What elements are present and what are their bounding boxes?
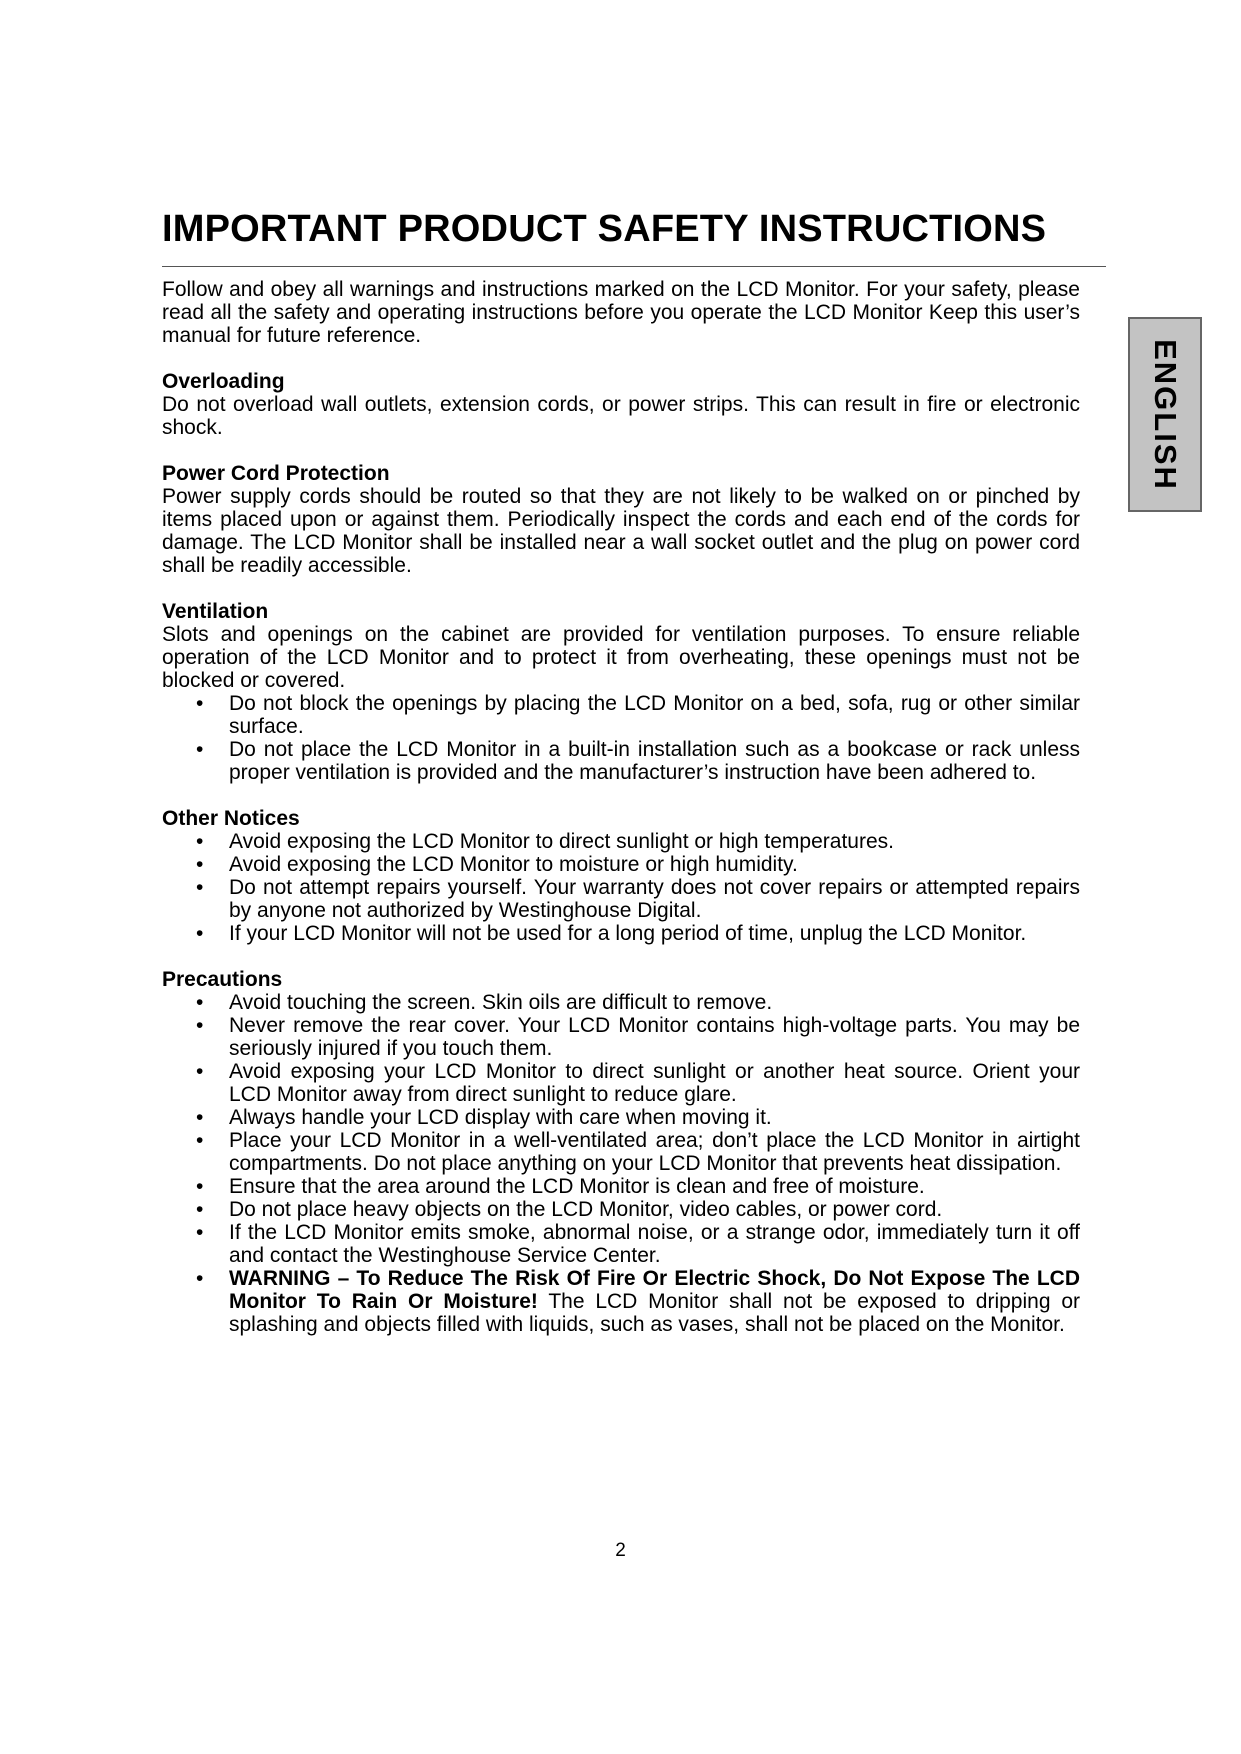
section-other-notices bbox=[162, 807, 1080, 945]
title-divider bbox=[162, 266, 1106, 267]
warning-text: The LCD Monitor shall not be exposed to dripping or splashing and objects filled with liquids, such as vases, shall not be placed on the Monitor. bbox=[229, 1290, 1080, 1336]
section-heading: Power Cord Protection bbox=[162, 462, 390, 485]
section-heading: Ventilation bbox=[162, 600, 269, 623]
list-item: • If the LCD Monitor emits smoke, abnormal noise, or a strange odor, immediately turn it off and contact the Westinghouse Service Center. bbox=[162, 1221, 1080, 1267]
list-item: • Never remove the rear cover. Your LCD Monitor contains high-voltage parts. You may be seriously injured if you touch them. bbox=[162, 1014, 1080, 1060]
section-ventilation bbox=[162, 600, 1080, 784]
section-text: Slots and openings on the cabinet are provided for ventilation purposes. To ensure reliable operation of the LCD Monitor and to protect it from overheating, these openings must not be blocked or covered. bbox=[162, 623, 1080, 692]
section-heading: Other Notices bbox=[162, 807, 300, 830]
section-heading: Overloading bbox=[162, 370, 285, 393]
language-tab-label: ENGLISH bbox=[1148, 338, 1184, 491]
intro-paragraph: Follow and obey all warnings and instructions marked on the LCD Monitor. For your safety, please read all the safety and operating instructions before you operate the LCD Monitor Keep this user’s manual for future reference. bbox=[162, 278, 1080, 347]
list-item: • Avoid exposing the LCD Monitor to moisture or high humidity. bbox=[162, 853, 1080, 876]
list-item: • Do not block the openings by placing the LCD Monitor on a bed, sofa, rug or other similar surface. bbox=[162, 692, 1080, 738]
list-item: • Place your LCD Monitor in a well-ventilated area; don’t place the LCD Monitor in airtight compartments. Do not place anything on your LCD Monitor that prevents heat dissipation. bbox=[162, 1129, 1080, 1175]
list-item: • Do not place heavy objects on the LCD Monitor, video cables, or power cord. bbox=[162, 1198, 1080, 1221]
section-precautions bbox=[162, 968, 1080, 1336]
bullet-list bbox=[162, 692, 1080, 784]
instructions-body bbox=[162, 278, 1080, 1359]
list-item: • Ensure that the area around the LCD Monitor is clean and free of moisture. bbox=[162, 1175, 1080, 1198]
section-text: Power supply cords should be routed so that they are not likely to be walked on or pinched by items placed upon or against them. Periodically inspect the cords and each end of the cords for damage. The LCD Monitor shall be installed near a wall socket outlet and the plug on power cord shall be readily accessible. bbox=[162, 485, 1080, 577]
list-item: • Do not attempt repairs yourself. Your warranty does not cover repairs or attempted repairs by anyone not authorized by Westinghouse Digital. bbox=[162, 876, 1080, 922]
list-item: • Do not place the LCD Monitor in a built-in installation such as a bookcase or rack unless proper ventilation is provided and the manufacturer’s instruction have been adhered to. bbox=[162, 738, 1080, 784]
list-item: • Avoid exposing your LCD Monitor to direct sunlight or another heat source. Orient your LCD Monitor away from direct sunlight to reduce glare. bbox=[162, 1060, 1080, 1106]
bullet-list bbox=[162, 830, 1080, 945]
section-overloading bbox=[162, 370, 1080, 439]
list-item: • Avoid touching the screen. Skin oils are difficult to remove. bbox=[162, 991, 1080, 1014]
page-number: 2 bbox=[615, 1540, 626, 1561]
section-power-cord bbox=[162, 462, 1080, 577]
section-heading: Precautions bbox=[162, 968, 283, 991]
list-item: • Always handle your LCD display with care when moving it. bbox=[162, 1106, 1080, 1129]
list-item: • If your LCD Monitor will not be used for a long period of time, unplug the LCD Monitor. bbox=[162, 922, 1080, 945]
warning-heading: WARNING – To Reduce The Risk Of Fire Or Electric Shock, Do Not Expose The LCD Monitor To Rain Or Moisture! bbox=[229, 1267, 1080, 1313]
language-tab bbox=[1128, 317, 1202, 512]
section-text: Do not overload wall outlets, extension cords, or power strips. This can result in fire or electronic shock. bbox=[162, 393, 1080, 439]
list-item: • Avoid exposing the LCD Monitor to direct sunlight or high temperatures. bbox=[162, 830, 1080, 853]
bullet-list bbox=[162, 991, 1080, 1267]
warning-list bbox=[162, 1267, 1080, 1336]
warning-item bbox=[162, 1267, 1080, 1336]
page-title: IMPORTANT PRODUCT SAFETY INSTRUCTIONS bbox=[162, 208, 1047, 250]
